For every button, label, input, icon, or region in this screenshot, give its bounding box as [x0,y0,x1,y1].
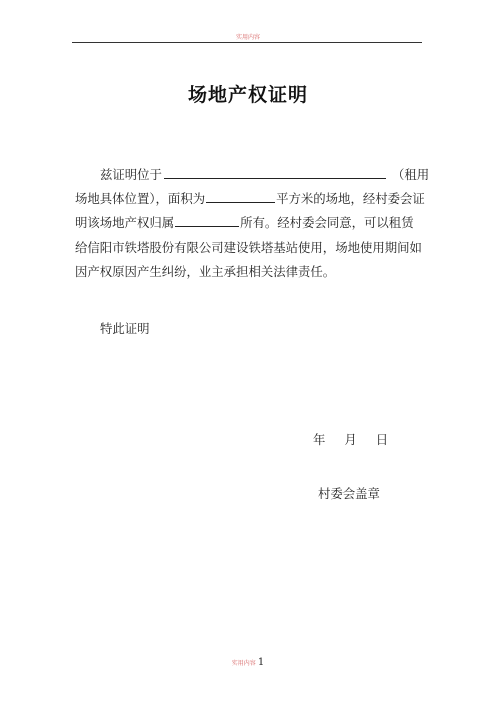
page-number: 1 [257,657,265,668]
footer-watermark: 实用内容 [231,660,256,667]
location-label: 兹证明位于 [100,167,162,182]
date-month: 月 [344,432,357,447]
page-footer [0,650,496,669]
seal-label: 村委会盖章 [318,486,380,501]
paragraph-line-3 [75,211,435,235]
area-blank [206,189,275,203]
location-suffix: （租用 [391,167,430,182]
location-blank [164,165,386,179]
date-day: 日 [375,432,389,447]
paragraph-line-2 [75,187,435,211]
owner-blank [175,213,239,227]
paragraph-line-4: 给信阳市铁塔股份有限公司建设铁塔基站使用，场地使用期间如 [75,239,422,255]
closing-statement: 特此证明 [100,321,150,336]
owner-label: 明该场地产权归属 [75,215,175,231]
page-title: 场地产权证明 [187,84,308,106]
owner-suffix: 所有。经村委会同意，可以租赁 [240,215,414,231]
paragraph-line-1 [75,163,435,187]
area-label: 场地具体位置），面积为 [75,191,206,207]
paragraph-line-5: 因产权原因产生纠纷，业主承担相关法律责任。 [75,263,336,279]
date-line [313,430,388,448]
certificate-paragraph [75,163,435,284]
area-suffix: 平方米的场地，经村委会证 [276,191,425,207]
date-year: 年 [313,432,326,447]
header-divider [72,42,422,43]
header-watermark: 实用内容 [235,34,260,41]
